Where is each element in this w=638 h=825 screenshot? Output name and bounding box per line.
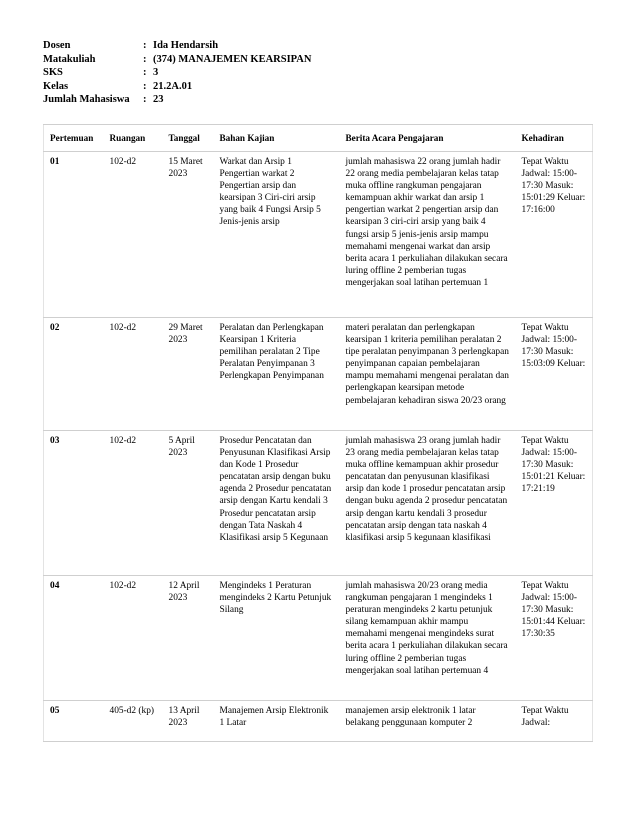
table-row bbox=[44, 152, 593, 318]
col-header-berita-acara: Berita Acara Pengajaran bbox=[340, 125, 516, 152]
cell-pertemuan: 05 bbox=[44, 701, 104, 742]
cell-berita-acara: jumlah mahasiswa 20/23 orang media rangkuman pengajaran 1 mengindeks 1 peraturan mengindeks 2 kartu petunjuk silang kemampuan akhir mampu memahami mengenai mengindeks surat berita acara 1 perkuliahan dilakukan secara luring offline 2 pemberian tugas mengerjakan soal latihan pertemuan 4 bbox=[340, 576, 516, 701]
cell-pertemuan: 02 bbox=[44, 318, 104, 431]
table-row bbox=[44, 318, 593, 431]
cell-berita-acara: jumlah mahasiswa 23 orang jumlah hadir 23 orang media pembelajaran kelas tatap muka offline kemampuan akhir prosedur pencatatan dan penyusunan klasifikasi arsip dan kode 1 prosedur pencatatan arsip dengan buku agenda 2 prosedur pencatatan arsip dengan kartu kendali 3 prosedur pencatatan arsip dengan tata naskah 4 klasifikasi arsip 5 kegunaan klasifikasi bbox=[340, 431, 516, 576]
header-row-dosen bbox=[43, 39, 311, 53]
cell-bahan-kajian: Peralatan dan Perlengkapan Kearsipan 1 Kriteria pemilihan peralatan 2 Tipe Peralatan Penyimpanan 3 Perlengkapan Penyimpanan bbox=[214, 318, 340, 431]
col-header-tanggal: Tanggal bbox=[163, 125, 214, 152]
table-row bbox=[44, 431, 593, 576]
cell-ruangan: 102-d2 bbox=[104, 431, 163, 576]
cell-ruangan: 405-d2 (kp) bbox=[104, 701, 163, 742]
kelas-value: 21.2A.01 bbox=[153, 80, 193, 92]
matakuliah-label: Matakuliah bbox=[43, 53, 96, 65]
cell-ruangan: 102-d2 bbox=[104, 152, 163, 318]
sks-label: SKS bbox=[43, 67, 63, 78]
cell-kehadiran: Tepat Waktu Jadwal: 15:00-17:30 Masuk: 15:03:09 Keluar: bbox=[516, 318, 593, 431]
header-row-sks bbox=[43, 66, 311, 80]
col-header-ruangan: Ruangan bbox=[104, 125, 163, 152]
col-header-bahan-kajian: Bahan Kajian bbox=[214, 125, 340, 152]
dosen-label: Dosen bbox=[43, 40, 71, 51]
kelas-label: Kelas bbox=[43, 80, 69, 92]
cell-pertemuan: 04 bbox=[44, 576, 104, 701]
cell-pertemuan: 03 bbox=[44, 431, 104, 576]
cell-tanggal: 13 April 2023 bbox=[163, 701, 214, 742]
cell-bahan-kajian: Mengindeks 1 Peraturan mengindeks 2 Kartu Petunjuk Silang bbox=[214, 576, 340, 701]
cell-ruangan: 102-d2 bbox=[104, 576, 163, 701]
cell-tanggal: 29 Maret 2023 bbox=[163, 318, 214, 431]
cell-berita-acara: jumlah mahasiswa 22 orang jumlah hadir 22 orang media pembelajaran kelas tatap muka offline rangkuman pengajaran kemampuan akhir warkat dan arsip 1 pengertian warkat 2 pengertian arsip dan kearsipan 3 ciri-ciri arsip yang baik 4 fungsi arsip 5 jenis-jenis arsip mampu memahami mengenai warkat dan arsip berita acara 1 perkuliahan dilakukan secara luring offline 2 pemberian tugas mengerjakan soal latihan pertemuan 1 bbox=[340, 152, 516, 318]
cell-pertemuan: 01 bbox=[44, 152, 104, 318]
cell-berita-acara: manajemen arsip elektronik 1 latar belakang penggunaan komputer 2 bbox=[340, 701, 516, 742]
cell-kehadiran: Tepat Waktu Jadwal: bbox=[516, 701, 593, 742]
col-header-pertemuan: Pertemuan bbox=[44, 125, 104, 152]
jumlah-value: 23 bbox=[153, 94, 164, 105]
cell-tanggal: 5 April 2023 bbox=[163, 431, 214, 576]
meeting-table bbox=[43, 124, 593, 742]
cell-tanggal: 12 April 2023 bbox=[163, 576, 214, 701]
table-row bbox=[44, 701, 593, 742]
dosen-value: Ida Hendarsih bbox=[153, 40, 219, 51]
cell-kehadiran: Tepat Waktu Jadwal: 15:00-17:30 Masuk: 15:01:21 Keluar: 17:21:19 bbox=[516, 431, 593, 576]
sks-value: 3 bbox=[153, 67, 159, 78]
table-header-row bbox=[44, 125, 593, 152]
cell-kehadiran: Tepat Waktu Jadwal: 15:00-17:30 Masuk: 15:01:44 Keluar: 17:30:35 bbox=[516, 576, 593, 701]
sks-separator: : bbox=[143, 67, 147, 78]
cell-berita-acara: materi peralatan dan perlengkapan kearsipan 1 kriteria pemilihan peralatan 2 tipe peralatan penyimpanan 3 perlengkapan penyimpanan capaian pembelajaran mampu memahami mengenai peralatan dan perlengkapan kearsipan metode pembelajaran kehadiran siswa 20/23 orang bbox=[340, 318, 516, 431]
cell-bahan-kajian: Prosedur Pencatatan dan Penyusunan Klasifikasi Arsip dan Kode 1 Prosedur pencatatan arsip dengan buku agenda 2 Prosedur pencatatan arsip dengan Kartu kendali 3 Prosedur pencatatan arsip dengan Tata Naskah 4 Klasifikasi arsip 5 Kegunaan bbox=[214, 431, 340, 576]
col-header-kehadiran: Kehadiran bbox=[516, 125, 593, 152]
jumlah-separator: : bbox=[143, 94, 147, 105]
cell-bahan-kajian: Warkat dan Arsip 1 Pengertian warkat 2 Pengertian arsip dan kearsipan 3 Ciri-ciri arsip yang baik 4 Fungsi Arsip 5 Jenis-jenis arsip bbox=[214, 152, 340, 318]
header-row-kelas bbox=[43, 80, 311, 94]
cell-ruangan: 102-d2 bbox=[104, 318, 163, 431]
header-row-matakuliah bbox=[43, 53, 311, 67]
course-header bbox=[43, 39, 311, 107]
jumlah-label: Jumlah Mahasiswa bbox=[43, 94, 130, 105]
table-row bbox=[44, 576, 593, 701]
cell-bahan-kajian: Manajemen Arsip Elektronik 1 Latar bbox=[214, 701, 340, 742]
cell-tanggal: 15 Maret 2023 bbox=[163, 152, 214, 318]
matakuliah-value: (374) MANAJEMEN KEARSIPAN bbox=[153, 53, 312, 65]
cell-kehadiran: Tepat Waktu Jadwal: 15:00-17:30 Masuk: 15:01:29 Keluar: 17:16:00 bbox=[516, 152, 593, 318]
kelas-separator: : bbox=[143, 80, 147, 92]
dosen-separator: : bbox=[143, 40, 147, 51]
matakuliah-separator: : bbox=[143, 53, 147, 65]
header-row-jumlah bbox=[43, 93, 311, 107]
